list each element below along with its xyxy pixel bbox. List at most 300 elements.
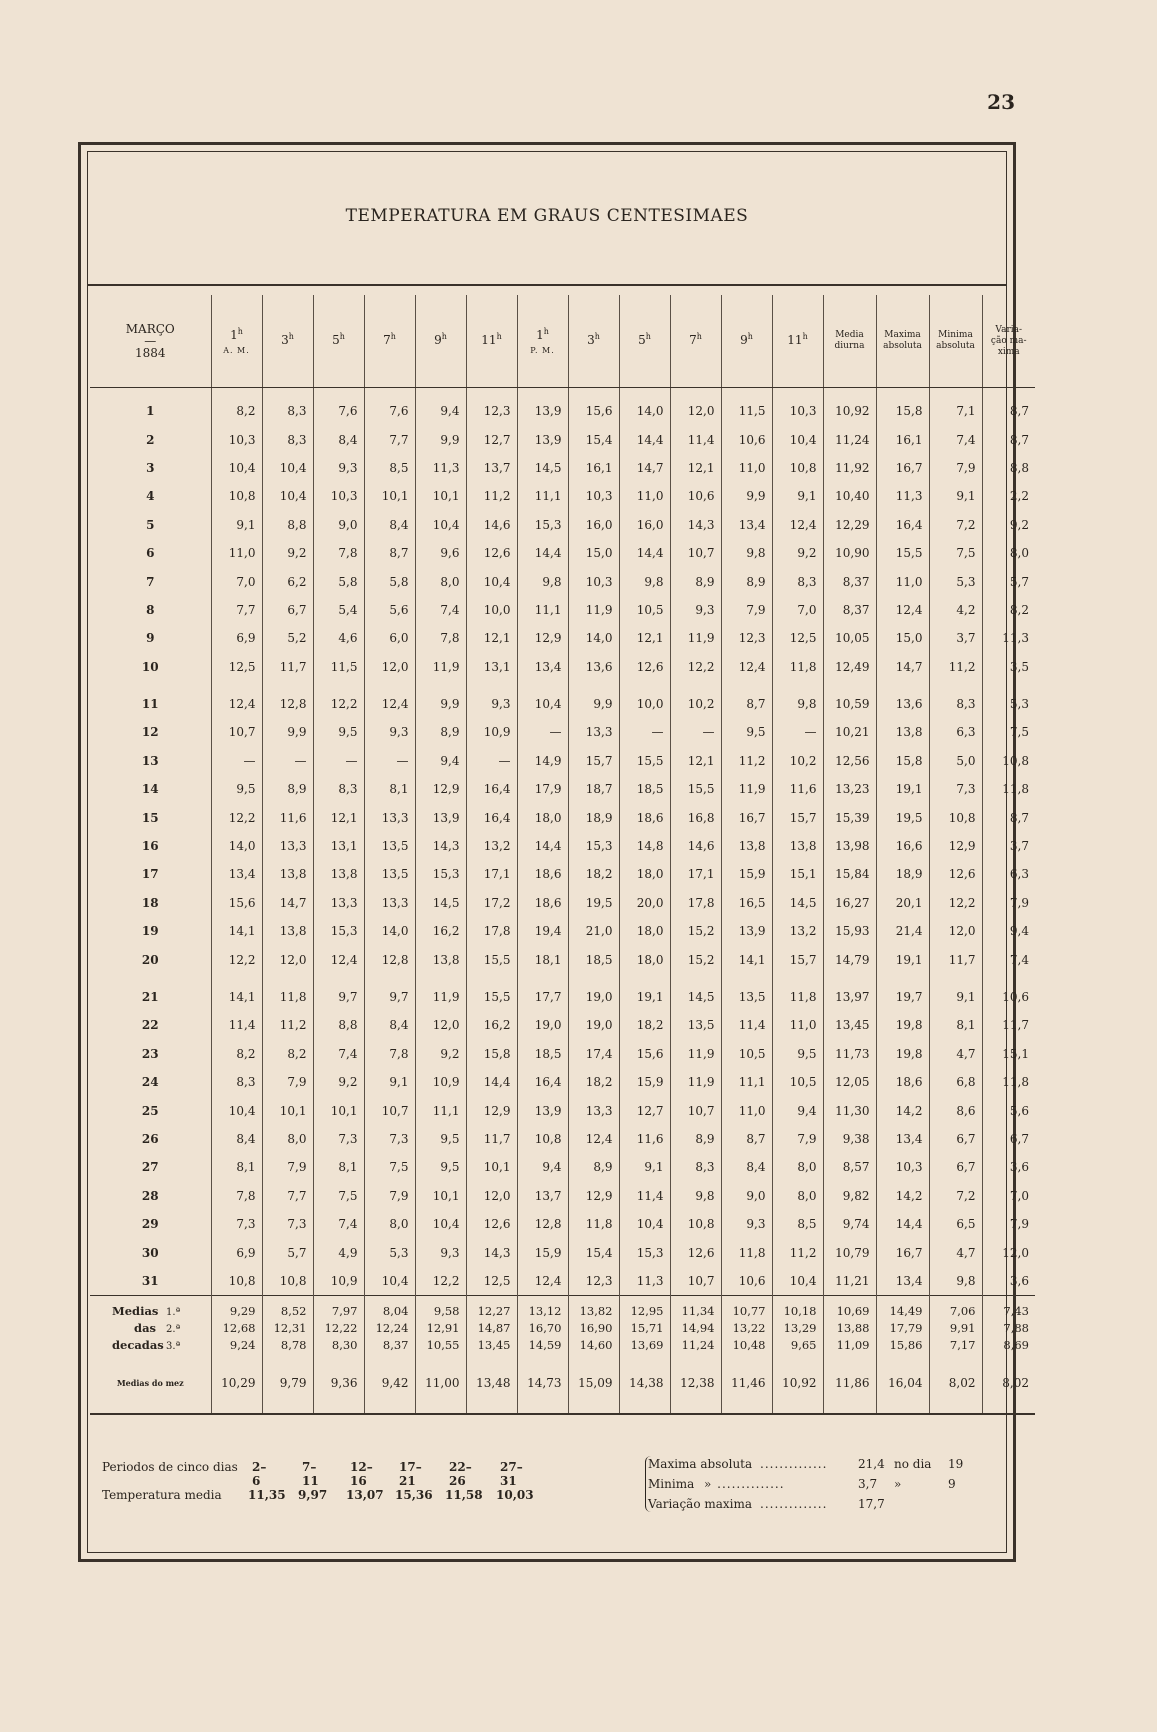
decada-value-cell: 7,17: [929, 1336, 982, 1353]
value-cell: 9,7: [364, 983, 415, 1011]
value-cell: 7,9: [262, 1068, 313, 1096]
hour-period: A. M.: [223, 346, 250, 355]
hour-header: [415, 295, 466, 388]
value-cell: 15,0: [568, 539, 619, 567]
table-row: [90, 983, 1035, 1011]
value-cell: 11,7: [929, 945, 982, 973]
hour-mark: h: [594, 331, 600, 341]
value-cell: 18,2: [568, 860, 619, 888]
decada-value-cell: 8,37: [364, 1336, 415, 1353]
value-cell: 15,4: [568, 1238, 619, 1266]
value-cell: 17,1: [670, 860, 721, 888]
hour-mark: h: [237, 327, 243, 336]
value-cell: 12,4: [211, 690, 262, 718]
decada-value-cell: 9,65: [772, 1336, 823, 1353]
spacer-cell: [466, 388, 517, 398]
value-cell: 15,7: [568, 747, 619, 775]
value-cell: 12,4: [568, 1125, 619, 1153]
table-row: [90, 1153, 1035, 1181]
value-cell: 9,7: [313, 983, 364, 1011]
spacer-cell: [568, 681, 619, 690]
value-cell: 19,1: [619, 983, 670, 1011]
value-cell: 13,1: [313, 832, 364, 860]
value-cell: 13,5: [364, 832, 415, 860]
value-cell: 14,79: [823, 945, 876, 973]
value-cell: 9,4: [517, 1153, 568, 1181]
value-cell: 7,8: [313, 539, 364, 567]
spacer-row: [90, 388, 1035, 398]
table-row: [90, 1011, 1035, 1039]
value-cell: 15,5: [619, 747, 670, 775]
decada-value-cell: 13,12: [517, 1296, 568, 1320]
value-cell: 11,0: [619, 482, 670, 510]
day-cell: 12: [141, 725, 159, 740]
hour-label: 3: [587, 332, 595, 347]
spacer-cell: [90, 681, 211, 690]
value-cell: 13,9: [517, 425, 568, 453]
spacer-cell: [211, 681, 262, 690]
value-cell: 10,4: [466, 567, 517, 595]
value-cell: 7,4: [929, 425, 982, 453]
value-cell: 18,2: [619, 1011, 670, 1039]
value-cell: 10,21: [823, 718, 876, 746]
decada-value-cell: 12,68: [211, 1319, 262, 1336]
value-cell: 18,5: [619, 775, 670, 803]
table-row: [90, 860, 1035, 888]
value-cell: 10,6: [670, 482, 721, 510]
value-cell: 14,3: [466, 1238, 517, 1266]
medias-mez-value: 11,00: [415, 1353, 466, 1414]
value-cell: 11,9: [721, 775, 772, 803]
value-cell: 8,1: [313, 1153, 364, 1181]
decada-value-cell: 7,88: [982, 1319, 1035, 1336]
value-cell: 7,2: [929, 511, 982, 539]
spacer-cell: [262, 388, 313, 398]
value-cell: 9,38: [823, 1125, 876, 1153]
value-cell: 13,4: [721, 511, 772, 539]
value-cell: 10,8: [670, 1210, 721, 1238]
periodos-row: [102, 1460, 238, 1474]
value-cell: 7,4: [313, 1210, 364, 1238]
day-cell: 17: [141, 867, 159, 882]
value-cell: 16,8: [670, 803, 721, 831]
value-cell: 8,3: [772, 567, 823, 595]
value-cell: 15,9: [619, 1068, 670, 1096]
value-cell: 8,3: [313, 775, 364, 803]
medias-mez-value: 13,48: [466, 1353, 517, 1414]
value-cell: 5,4: [313, 596, 364, 624]
spacer-cell: [823, 388, 876, 398]
value-cell: 8,37: [823, 596, 876, 624]
spacer-cell: [823, 681, 876, 690]
value-cell: 14,4: [466, 1068, 517, 1096]
table-row: [90, 653, 1035, 681]
value-cell: 14,2: [876, 1096, 929, 1124]
decada-value-cell: 14,94: [670, 1319, 721, 1336]
table-row: [90, 1182, 1035, 1210]
value-cell: 13,8: [415, 945, 466, 973]
hour-header: [262, 295, 313, 388]
value-cell: 14,4: [619, 539, 670, 567]
spacer-cell: [517, 974, 568, 983]
spacer-cell: [772, 388, 823, 398]
value-cell: 15,39: [823, 803, 876, 831]
decada-value-cell: 15,71: [619, 1319, 670, 1336]
value-cell: 10,4: [262, 482, 313, 510]
value-cell: 12,9: [929, 832, 982, 860]
value-cell: 11,8: [772, 983, 823, 1011]
value-cell: 10,5: [619, 596, 670, 624]
value-cell: 10,2: [670, 690, 721, 718]
decada-number: 2.ª: [166, 1323, 181, 1335]
value-cell: 15,4: [568, 425, 619, 453]
decada-value-cell: 8,30: [313, 1336, 364, 1353]
value-cell: 12,9: [517, 624, 568, 652]
value-cell: —: [772, 718, 823, 746]
day-cell: 26: [141, 1131, 159, 1146]
value-cell: 12,0: [364, 653, 415, 681]
value-cell: 11,4: [211, 1011, 262, 1039]
value-cell: 12,6: [466, 1210, 517, 1238]
hour-label: 7: [689, 332, 697, 347]
value-cell: 10,3: [876, 1153, 929, 1181]
value-cell: 9,5: [211, 775, 262, 803]
value-cell: 12,05: [823, 1068, 876, 1096]
spacer-cell: [211, 974, 262, 983]
value-cell: 7,9: [262, 1153, 313, 1181]
spacer-cell: [721, 681, 772, 690]
value-cell: 7,2: [929, 1182, 982, 1210]
value-cell: 8,37: [823, 567, 876, 595]
value-cell: 10,7: [670, 539, 721, 567]
value-cell: 17,8: [670, 889, 721, 917]
spacer-cell: [466, 974, 517, 983]
spacer-cell: [364, 974, 415, 983]
value-cell: 18,6: [876, 1068, 929, 1096]
periodo-value: 12–16: [350, 1460, 373, 1488]
decada-value-cell: 9,24: [211, 1336, 262, 1353]
value-cell: 10,1: [466, 1153, 517, 1181]
value-cell: 8,3: [670, 1153, 721, 1181]
value-cell: 9,5: [415, 1125, 466, 1153]
value-cell: 9,4: [772, 1096, 823, 1124]
value-cell: 9,82: [823, 1182, 876, 1210]
value-cell: 9,2: [982, 511, 1035, 539]
value-cell: 13,3: [313, 889, 364, 917]
value-cell: 5,8: [364, 567, 415, 595]
medias-mez-value: 10,29: [211, 1353, 262, 1414]
value-cell: 8,7: [982, 397, 1035, 425]
decada-value-cell: 12,27: [466, 1296, 517, 1320]
spacer-row: [90, 974, 1035, 983]
decada-value-cell: 7,43: [982, 1296, 1035, 1320]
value-cell: 13,3: [364, 889, 415, 917]
temperatura-media-value: 13,07: [346, 1488, 384, 1502]
value-cell: 4,6: [313, 624, 364, 652]
value-cell: 15,5: [876, 539, 929, 567]
hour-header: [772, 295, 823, 388]
value-cell: 10,4: [772, 425, 823, 453]
value-cell: 12,6: [670, 1238, 721, 1266]
table-row: [90, 454, 1035, 482]
value-cell: 18,0: [619, 945, 670, 973]
value-cell: 13,6: [568, 653, 619, 681]
value-cell: 10,40: [823, 482, 876, 510]
value-cell: 6,3: [982, 860, 1035, 888]
value-cell: 14,3: [415, 832, 466, 860]
table-row: [90, 397, 1035, 425]
spacer-cell: [670, 388, 721, 398]
value-cell: 19,4: [517, 917, 568, 945]
page-number: 23: [987, 90, 1015, 114]
value-cell: 19,8: [876, 1011, 929, 1039]
value-cell: 12,0: [929, 917, 982, 945]
value-cell: 8,7: [364, 539, 415, 567]
spacer-cell: [982, 681, 1035, 690]
day-cell: 1: [146, 404, 155, 419]
decada-value-cell: 9,58: [415, 1296, 466, 1320]
value-cell: 14,5: [670, 983, 721, 1011]
value-cell: 19,8: [876, 1040, 929, 1068]
value-cell: 5,8: [313, 567, 364, 595]
value-cell: 19,5: [568, 889, 619, 917]
value-cell: 5,7: [262, 1238, 313, 1266]
medias-mez-value: 10,92: [772, 1353, 823, 1414]
value-cell: 7,3: [211, 1210, 262, 1238]
value-cell: 11,4: [670, 425, 721, 453]
medias-mez-value: 12,38: [670, 1353, 721, 1414]
hour-mark: h: [390, 331, 396, 341]
value-cell: 11,2: [721, 747, 772, 775]
value-cell: 5,2: [262, 624, 313, 652]
value-cell: 13,7: [466, 454, 517, 482]
spacer-cell: [929, 388, 982, 398]
value-cell: 8,0: [982, 539, 1035, 567]
value-cell: 9,1: [364, 1068, 415, 1096]
value-cell: 8,8: [313, 1011, 364, 1039]
day-cell: 13: [141, 753, 159, 768]
value-cell: 10,9: [415, 1068, 466, 1096]
value-cell: 16,4: [466, 803, 517, 831]
value-cell: 3,5: [982, 653, 1035, 681]
day-cell: 4: [146, 489, 155, 504]
value-cell: 19,0: [517, 1011, 568, 1039]
value-cell: 12,4: [772, 511, 823, 539]
value-cell: 7,5: [364, 1153, 415, 1181]
spacer-cell: [619, 388, 670, 398]
table-row: [90, 1267, 1035, 1296]
value-cell: 5,6: [982, 1096, 1035, 1124]
value-cell: 12,3: [721, 624, 772, 652]
value-cell: 11,92: [823, 454, 876, 482]
value-cell: 15,7: [772, 945, 823, 973]
periodos-label: Periodos de cinco dias: [102, 1460, 238, 1474]
value-cell: 14,0: [364, 917, 415, 945]
spacer-cell: [982, 388, 1035, 398]
value-cell: 19,5: [876, 803, 929, 831]
decada-value-cell: 12,91: [415, 1319, 466, 1336]
value-cell: 8,1: [211, 1153, 262, 1181]
value-cell: 12,1: [466, 624, 517, 652]
value-cell: 15,3: [619, 1238, 670, 1266]
value-cell: 9,9: [262, 718, 313, 746]
value-cell: 16,7: [876, 454, 929, 482]
value-cell: 10,6: [721, 1267, 772, 1296]
temperatura-label: Temperatura media: [102, 1488, 222, 1502]
value-cell: 11,8: [772, 653, 823, 681]
value-cell: 10,9: [313, 1267, 364, 1296]
table-row: [90, 1210, 1035, 1238]
value-cell: 10,3: [313, 482, 364, 510]
value-cell: 14,4: [619, 425, 670, 453]
value-cell: 10,8: [772, 454, 823, 482]
value-cell: 18,6: [517, 860, 568, 888]
value-cell: 14,1: [211, 917, 262, 945]
value-cell: 15,8: [876, 397, 929, 425]
value-cell: 9,2: [262, 539, 313, 567]
value-cell: 7,6: [364, 397, 415, 425]
spacer-cell: [982, 974, 1035, 983]
decada-value-cell: 12,31: [262, 1319, 313, 1336]
value-cell: 15,5: [670, 775, 721, 803]
value-cell: 10,0: [466, 596, 517, 624]
value-cell: 10,4: [415, 511, 466, 539]
medias-mez-value: 8,02: [929, 1353, 982, 1414]
value-cell: 13,2: [466, 832, 517, 860]
value-cell: —: [670, 718, 721, 746]
value-cell: 11,8: [982, 775, 1035, 803]
value-cell: 9,74: [823, 1210, 876, 1238]
hour-mark: h: [543, 327, 549, 336]
value-cell: 14,6: [670, 832, 721, 860]
value-cell: 15,1: [772, 860, 823, 888]
day-cell: 8: [146, 602, 155, 617]
value-cell: 7,8: [211, 1182, 262, 1210]
value-cell: 9,3: [721, 1210, 772, 1238]
value-cell: 10,7: [364, 1096, 415, 1124]
value-cell: —: [313, 747, 364, 775]
value-cell: 8,9: [415, 718, 466, 746]
stat-suffix: no dia: [894, 1457, 932, 1471]
decada-value-cell: 11,34: [670, 1296, 721, 1320]
table-row: [90, 624, 1035, 652]
day-cell: 29: [141, 1217, 159, 1232]
value-cell: 7,7: [364, 425, 415, 453]
value-cell: 11,4: [721, 1011, 772, 1039]
value-cell: 11,21: [823, 1267, 876, 1296]
value-cell: 13,7: [517, 1182, 568, 1210]
decada-value-cell: 13,45: [466, 1336, 517, 1353]
hour-header: [211, 295, 262, 388]
day-cell: 24: [141, 1075, 159, 1090]
value-cell: 15,3: [313, 917, 364, 945]
decada-value-cell: 10,18: [772, 1296, 823, 1320]
value-cell: 10,05: [823, 624, 876, 652]
value-cell: —: [262, 747, 313, 775]
spacer-cell: [721, 388, 772, 398]
value-cell: 13,4: [517, 653, 568, 681]
value-cell: 15,6: [211, 889, 262, 917]
value-cell: 8,4: [313, 425, 364, 453]
value-cell: 5,3: [364, 1238, 415, 1266]
table-row: [90, 1068, 1035, 1096]
value-cell: 8,4: [364, 511, 415, 539]
value-cell: 9,8: [721, 539, 772, 567]
decada-value-cell: 14,49: [876, 1296, 929, 1320]
value-cell: 15,93: [823, 917, 876, 945]
value-cell: 16,4: [876, 511, 929, 539]
value-cell: 8,4: [721, 1153, 772, 1181]
value-cell: 9,0: [721, 1182, 772, 1210]
value-cell: 7,0: [982, 1182, 1035, 1210]
decada-value-cell: 8,52: [262, 1296, 313, 1320]
value-cell: 13,3: [364, 803, 415, 831]
day-cell: 19: [141, 924, 159, 939]
hour-label: 5: [332, 332, 340, 347]
value-cell: 9,5: [721, 718, 772, 746]
hour-label: 11: [481, 332, 497, 347]
table-row: [90, 775, 1035, 803]
decada-row: [90, 1336, 1035, 1353]
value-cell: 8,2: [211, 1040, 262, 1068]
value-cell: 9,8: [670, 1182, 721, 1210]
value-cell: 10,4: [211, 454, 262, 482]
value-cell: 17,4: [568, 1040, 619, 1068]
value-cell: 11,7: [466, 1125, 517, 1153]
value-cell: 7,7: [262, 1182, 313, 1210]
value-cell: 17,8: [466, 917, 517, 945]
value-cell: 11,3: [619, 1267, 670, 1296]
value-cell: 11,8: [262, 983, 313, 1011]
value-cell: 12,6: [466, 539, 517, 567]
value-cell: 4,7: [929, 1238, 982, 1266]
value-cell: 10,5: [721, 1040, 772, 1068]
hour-label: 1: [230, 328, 238, 342]
day-cell: 31: [141, 1273, 159, 1288]
value-cell: 8,0: [364, 1210, 415, 1238]
variacao-maxima-header: [982, 295, 1035, 388]
decada-value-cell: 8,78: [262, 1336, 313, 1353]
value-cell: 12,8: [517, 1210, 568, 1238]
value-cell: 9,5: [772, 1040, 823, 1068]
value-cell: 13,97: [823, 983, 876, 1011]
value-cell: 3,6: [982, 1153, 1035, 1181]
value-cell: 5,3: [929, 567, 982, 595]
value-cell: 17,2: [466, 889, 517, 917]
value-cell: 13,2: [772, 917, 823, 945]
value-cell: 13,8: [876, 718, 929, 746]
value-cell: 19,1: [876, 945, 929, 973]
value-cell: 9,9: [568, 690, 619, 718]
spacer-cell: [415, 388, 466, 398]
value-cell: 10,8: [982, 747, 1035, 775]
spacer-cell: [90, 388, 211, 398]
table-row: [90, 425, 1035, 453]
spacer-cell: [262, 681, 313, 690]
value-cell: 7,4: [313, 1040, 364, 1068]
spacer-cell: [670, 974, 721, 983]
value-cell: 7,0: [211, 567, 262, 595]
value-cell: 19,0: [568, 983, 619, 1011]
value-cell: 7,3: [262, 1210, 313, 1238]
hour-mark: h: [645, 331, 651, 341]
value-cell: 14,8: [619, 832, 670, 860]
decada-value-cell: 14,60: [568, 1336, 619, 1353]
media-diurna-header-line: diurna: [834, 341, 865, 351]
value-cell: 8,8: [982, 454, 1035, 482]
value-cell: 15,0: [876, 624, 929, 652]
value-cell: 10,3: [568, 567, 619, 595]
